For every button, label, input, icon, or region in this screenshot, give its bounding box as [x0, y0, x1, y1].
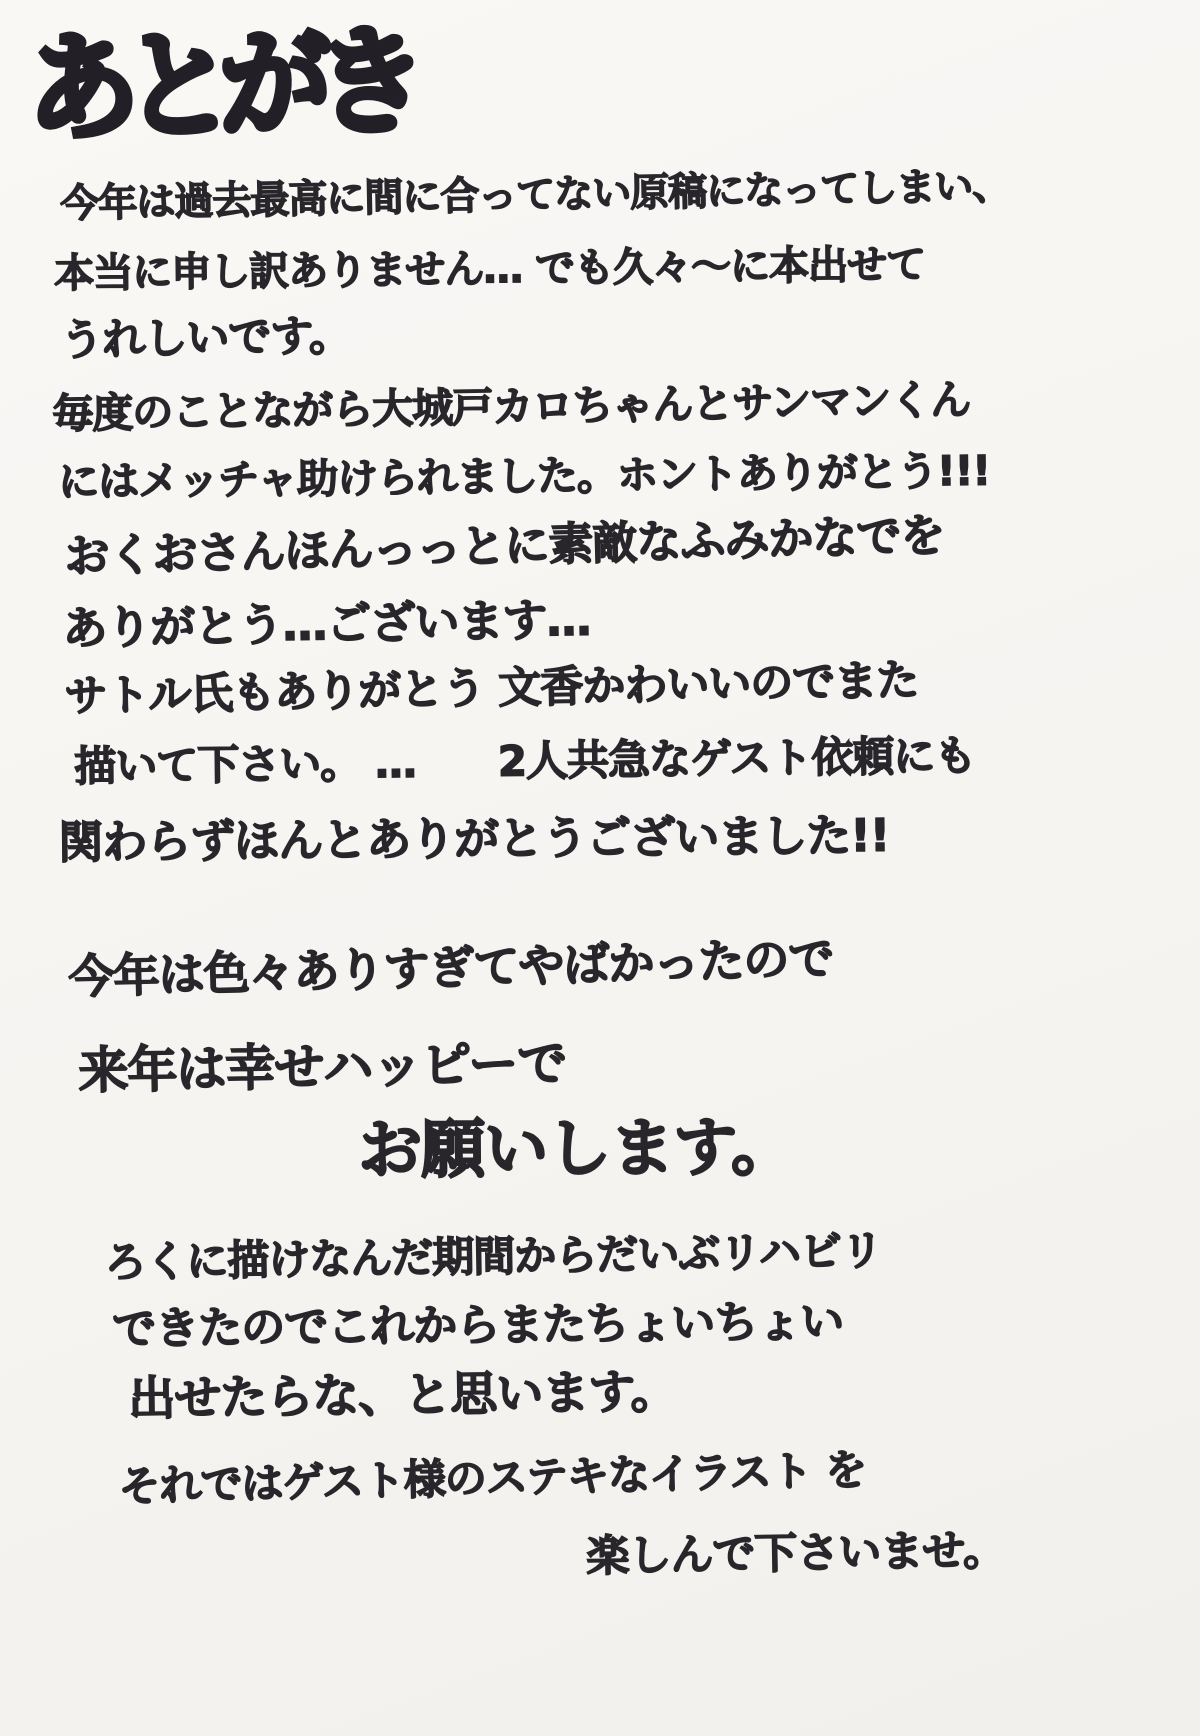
text-line-14: ろくに描けなんだ期間からだいぶリハビリ: [103, 1225, 883, 1287]
text-line-1: 今年は過去最高に間に合ってない原稿になってしまい、: [59, 163, 1011, 227]
page-title: あとがき: [25, 13, 413, 159]
text-line-12: 来年は幸せハッピーで: [77, 1034, 567, 1100]
text-line-10: 関わらずほんとありがとうございました!!: [57, 808, 890, 869]
text-line-18: 楽しんで下さいませ。: [585, 1525, 1006, 1582]
text-line-17: それではゲスト様のステキなイラスト を: [117, 1445, 867, 1511]
text-line-16: 出せたらな、と思います。: [127, 1364, 677, 1427]
text-line-6: おくおさんほんっっとに素敵なふみかなでを: [63, 508, 945, 583]
text-line-9: 描いて下さい。 … 2人共急なゲスト依頼にも: [73, 730, 976, 791]
text-line-5: にはメッチャ助けられました。ホントありがとう!!!: [57, 446, 991, 506]
text-line-4: 毎度のことながら大城戸カロちゃんとサンマンくん: [51, 375, 971, 438]
text-line-2: 本当に申し訳ありません… でも久々〜に本出せて: [53, 241, 926, 297]
text-line-8: サトル氏もありがとう 文香かわいいのでまた: [63, 655, 919, 722]
text-line-7: ありがとう…ございます…: [61, 592, 591, 655]
text-line-13: お願いします。: [357, 1110, 795, 1188]
text-line-15: できたのでこれからまたちょいちょい: [111, 1296, 844, 1355]
text-line-11: 今年は色々ありすぎてやばかったので: [67, 931, 835, 1004]
text-line-3: うれしいです。: [59, 310, 352, 366]
